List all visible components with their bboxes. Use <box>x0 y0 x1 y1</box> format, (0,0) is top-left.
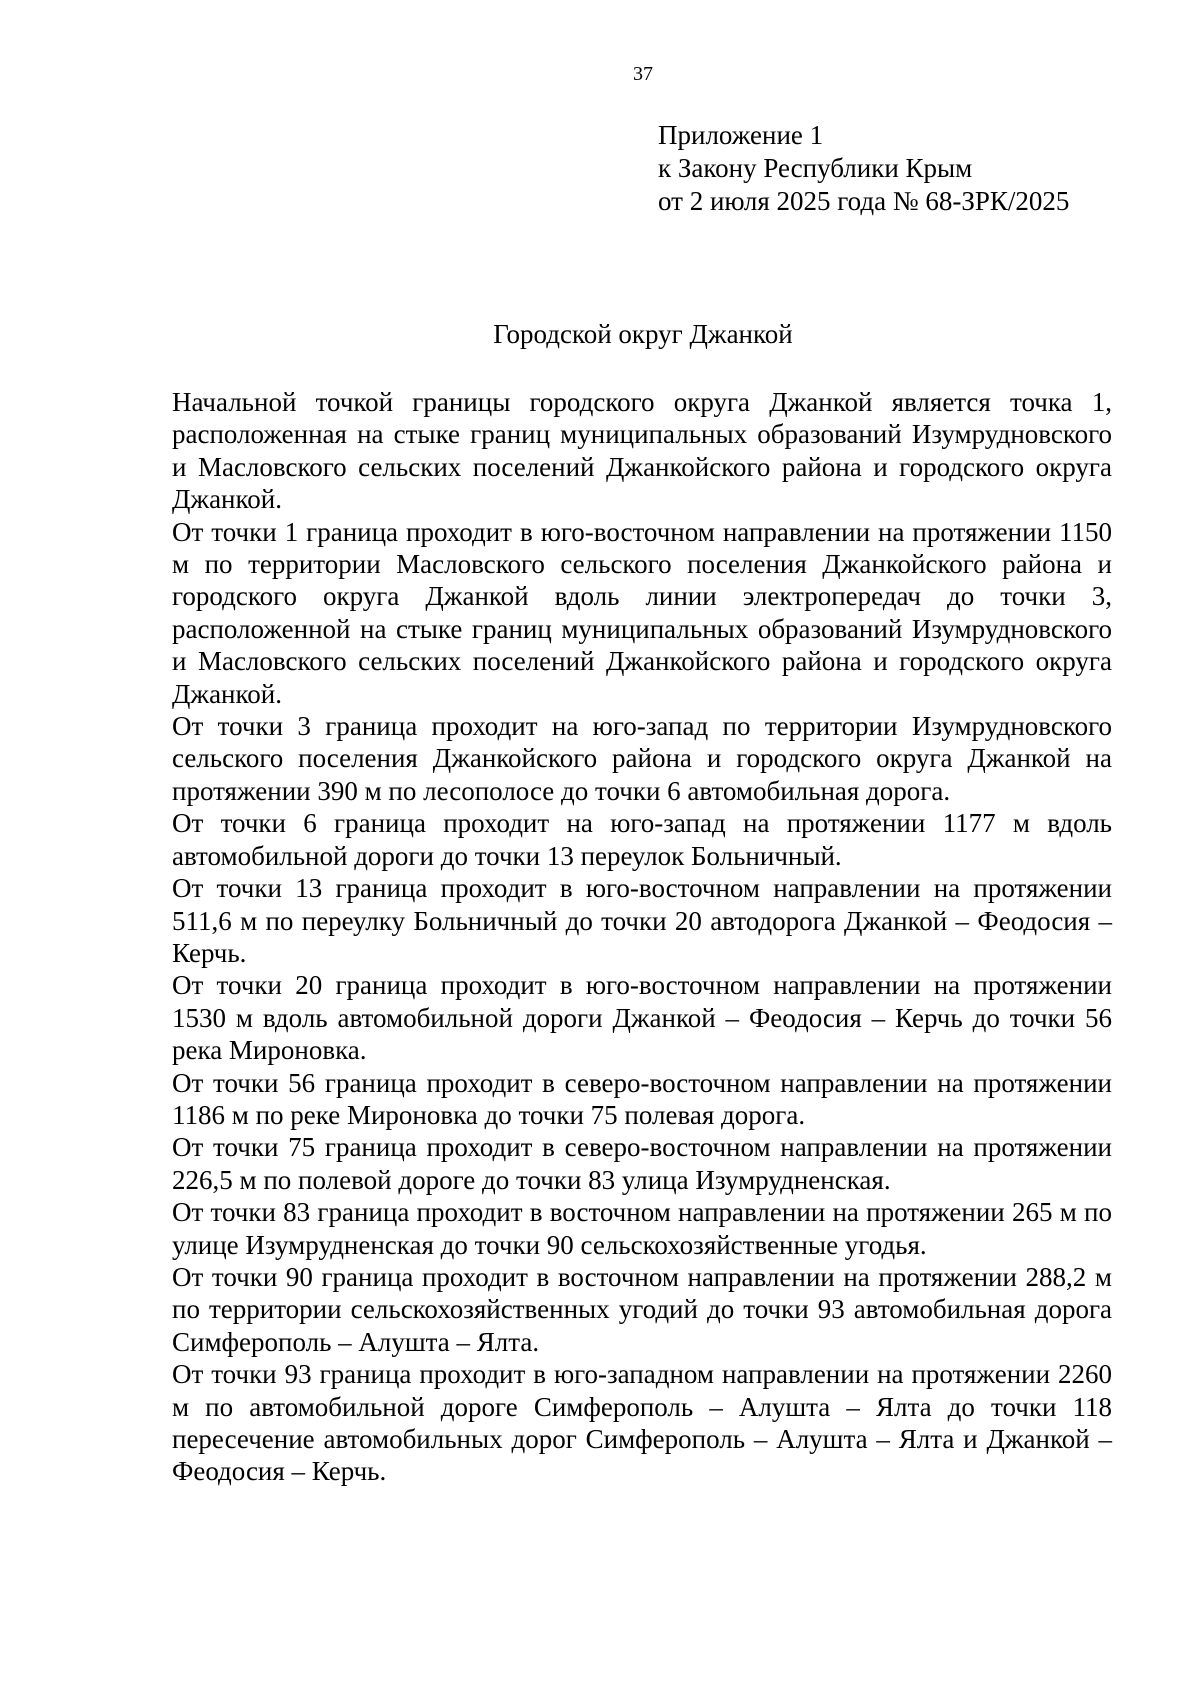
paragraph-5: От точки 13 граница проходит в юго-восточном направлении на протяжении 511,6 м по переулку Больничный до точки 20 автодорога Джанкой – Феодосия – Керчь. <box>172 873 1112 968</box>
paragraph-1: Начальной точкой границы городского округа Джанкой является точка 1, расположенная на стыке границ муниципальных образований Изумрудновского и Масловского сельских поселений Джанкойского района и городского округа Джанкой. <box>172 387 1112 515</box>
paragraph-9: От точки 83 граница проходит в восточном направлении на протяжении 265 м по улице Изумрудненская до точки 90 сельскохозяйственные угодья. <box>172 1197 1112 1260</box>
appendix-line-3: от 2 июля 2025 года № 68-ЗРК/2025 <box>658 186 1070 216</box>
paragraph-7: От точки 56 граница проходит в северо-восточном направлении на протяжении 1186 м по реке Мироновка до точки 75 полевая дорога. <box>172 1067 1112 1130</box>
document-body <box>172 386 1112 1488</box>
paragraph-8: От точки 75 граница проходит в северо-восточном направлении на протяжении 226,5 м по полевой дороге до точки 83 улица Изумрудненская. <box>172 1132 1112 1195</box>
paragraph-11: От точки 93 граница проходит в юго-западном направлении на протяжении 2260 м по автомобильной дороге Симферополь – Алушта – Ялта до точки 118 пересечение автомобильных дорог Симферополь – Алушта – Ялта и Джанкой – Феодосия – Керчь. <box>172 1359 1112 1487</box>
paragraph-4: От точки 6 граница проходит на юго-запад на протяжении 1177 м вдоль автомобильной дороги до точки 13 переулок Больничный. <box>172 808 1112 871</box>
appendix-line-2: к Закону Республики Крым <box>658 153 973 183</box>
appendix-line-1: Приложение 1 <box>658 120 824 150</box>
paragraph-3: От точки 3 граница проходит на юго-запад по территории Изумрудновского сельского поселения Джанкойского района и городского округа Джанкой на протяжении 390 м по лесополосе до точки 6 автомобильная дорога. <box>172 711 1112 806</box>
paragraph-6: От точки 20 граница проходит в юго-восточном направлении на протяжении 1530 м вдоль автомобильной дороги Джанкой – Феодосия – Керчь до точки 56 река Мироновка. <box>172 970 1112 1066</box>
document-title: Городской округ Джанкой <box>493 319 793 349</box>
paragraph-10: От точки 90 граница проходит в восточном направлении на протяжении 288,2 м по территории сельскохозяйственных угодий до точки 93 автомобильная дорога Симферополь – Алушта – Ялта. <box>172 1261 1112 1357</box>
appendix-header <box>658 119 1069 218</box>
paragraph-2: От точки 1 граница проходит в юго-восточном направлении на протяжении 1150 м по территории Масловского сельского поселения Джанкойского района и городского округа Джанкой вдоль линии электропередач до точки 3, расположенной на стыке границ муниципальных образований Изумрудновского и Масловского сельских поселений Джанкойского района и городского округа Джанкой. <box>172 516 1112 709</box>
page-number: 37 <box>633 63 653 85</box>
